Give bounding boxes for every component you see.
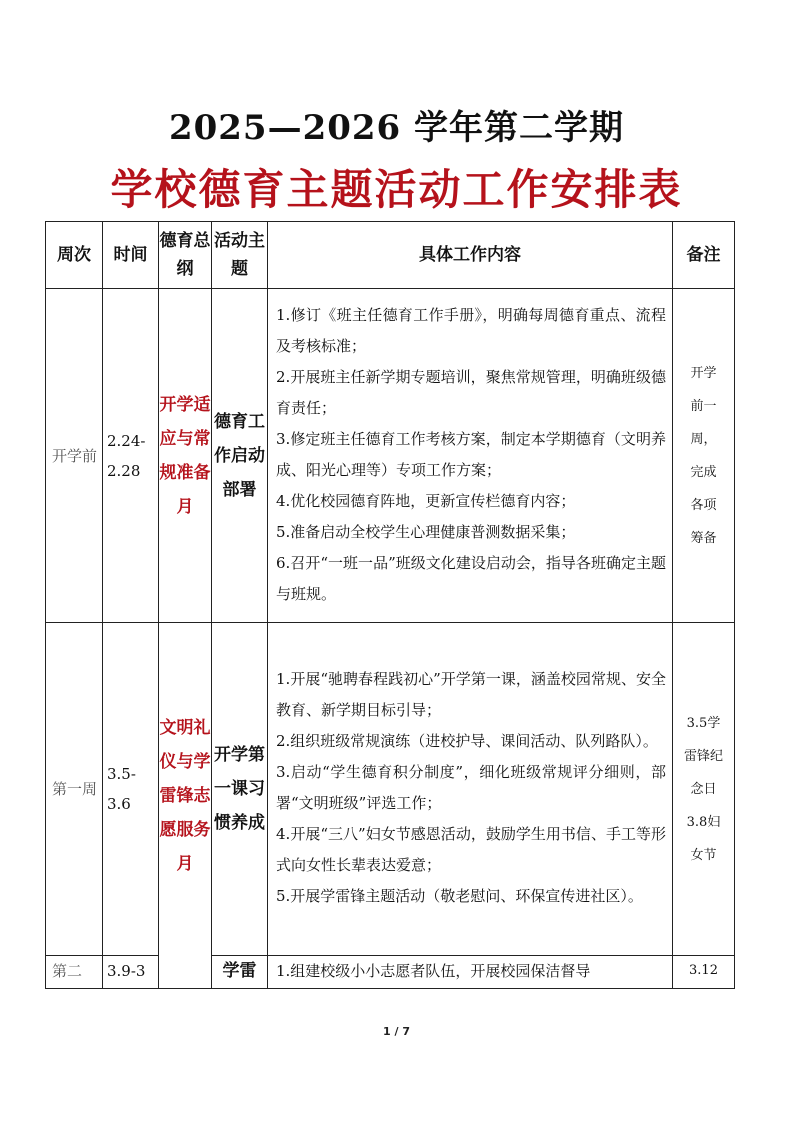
content-cell xyxy=(268,289,673,623)
title-year-term: 2025—2026 学年第二学期 xyxy=(168,108,625,148)
header-note: 备注 xyxy=(673,222,735,289)
content-cell: 1.组建校级小小志愿者队伍，开展校园保洁督导 xyxy=(268,956,673,989)
table-row xyxy=(46,289,735,623)
schedule-table xyxy=(45,221,735,989)
note-cell: 开学前一周，完成各项筹备 xyxy=(673,289,735,623)
header-outline: 德育总纲 xyxy=(159,222,212,289)
content-item: 3.启动“学生德育积分制度”，细化班级常规评分细则，部署“文明班级”评选工作； xyxy=(276,763,666,812)
table-header-row xyxy=(46,222,735,289)
outline-cell: 开学适应与常规准备月 xyxy=(159,289,212,623)
time-cell: 2.24-2.28 xyxy=(103,289,159,623)
content-item: 4.优化校园德育阵地，更新宣传栏德育内容； xyxy=(276,491,576,510)
note-line: 3.8妇女节 xyxy=(686,814,721,863)
header-theme: 活动主题 xyxy=(212,222,268,289)
theme-cell: 开学第一课习惯养成 xyxy=(212,623,268,956)
content-item: 4.开展“三八”妇女节感恩活动，鼓励学生用书信、手工等形式向女性长辈表达爱意； xyxy=(276,825,666,874)
outline-cell: 文明礼仪与学雷锋志愿服务月 xyxy=(159,623,212,989)
content-item: 3.修定班主任德育工作考核方案，制定本学期德育（文明养成、阳光心理等）专项工作方案； xyxy=(276,429,666,479)
time-cell: 3.5-3.6 xyxy=(103,623,159,956)
week-cell: 第二 xyxy=(46,956,103,989)
theme-cell: 学雷 xyxy=(212,956,268,989)
header-content: 具体工作内容 xyxy=(268,222,673,289)
theme-cell: 德育工作启动部署 xyxy=(212,289,268,623)
table-row xyxy=(46,956,735,989)
title-main: 学校德育主题活动工作安排表 xyxy=(110,165,683,214)
note-line: 3.5学雷锋纪念日 xyxy=(683,715,723,797)
content-item: 1.开展“驰聘春程践初心”开学第一课，涵盖校园常规、安全教育、新学期目标引导； xyxy=(276,670,666,719)
content-item: 2.组织班级常规演练（进校护导、课间活动、队列路队）。 xyxy=(276,732,658,750)
week-cell: 第一周 xyxy=(46,623,103,956)
header-week: 周次 xyxy=(46,222,103,289)
content-item: 1.修订《班主任德育工作手册》，明确每周德育重点、流程及考核标准； xyxy=(276,305,666,355)
note-cell xyxy=(673,623,735,956)
content-item: 2.开展班主任新学期专题培训，聚焦常规管理，明确班级德育责任； xyxy=(276,367,666,417)
page-number: 1 / 7 xyxy=(383,1025,410,1038)
note-cell: 3.12 xyxy=(673,956,735,989)
header-time: 时间 xyxy=(103,222,159,289)
time-cell: 3.9-3 xyxy=(103,956,159,989)
week-cell: 开学前 xyxy=(46,289,103,623)
content-cell xyxy=(268,623,673,956)
table-row xyxy=(46,623,735,956)
content-item: 5.开展学雷锋主题活动（敬老慰问、环保宣传进社区）。 xyxy=(276,887,643,905)
content-item: 6.召开“一班一品”班级文化建设启动会，指导各班确定主题与班规。 xyxy=(276,553,666,603)
content-item: 5.准备启动全校学生心理健康普测数据采集； xyxy=(276,522,576,541)
